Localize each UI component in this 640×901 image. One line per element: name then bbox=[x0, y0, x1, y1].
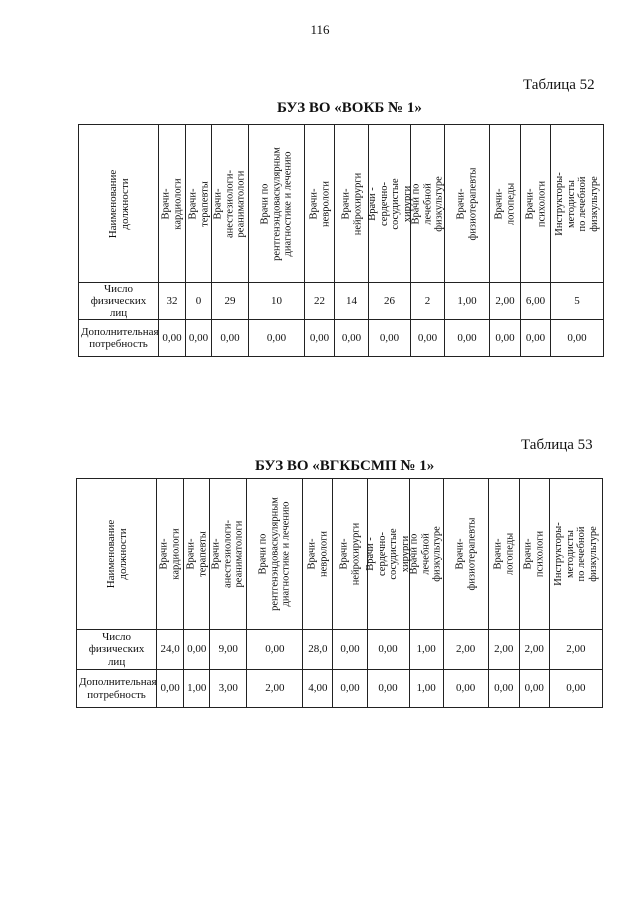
column-header bbox=[409, 479, 443, 630]
column-header bbox=[366, 125, 413, 283]
value-cell: 0,00 bbox=[490, 320, 521, 357]
column-header-text: Врачи-анестезиологи- реаниматологи bbox=[212, 169, 247, 238]
value-cell: 26 bbox=[369, 283, 411, 320]
header-row bbox=[77, 479, 603, 630]
value-cell: 0,00 bbox=[333, 630, 367, 670]
table-row bbox=[77, 670, 603, 708]
column-header bbox=[490, 125, 521, 283]
column-header-text: Врачи по рентгенэндоваскулярным диагностике и лечению bbox=[259, 146, 294, 261]
value-cell: 0,00 bbox=[367, 630, 409, 670]
value-cell: 0,00 bbox=[551, 320, 604, 357]
column-header bbox=[333, 479, 367, 630]
column-header-text: Врачи-анестезиологи- реаниматологи bbox=[210, 519, 246, 589]
value-cell: 0,00 bbox=[367, 670, 409, 708]
value-cell: 4,00 bbox=[303, 670, 333, 708]
value-cell: 9,00 bbox=[210, 630, 247, 670]
header-row bbox=[79, 125, 604, 283]
value-cell: 1,00 bbox=[409, 630, 443, 670]
value-cell: 2 bbox=[411, 283, 445, 320]
value-cell: 3,00 bbox=[210, 670, 247, 708]
table-52-title: БУЗ ВО «ВОКБ № 1» bbox=[277, 100, 422, 116]
header-name-text: Наименование должности bbox=[106, 169, 131, 238]
row-label: Число физических лиц bbox=[79, 283, 159, 320]
value-cell: 0,00 bbox=[443, 670, 488, 708]
column-header-text: Инструкторы-методисты по лечебной физкультуре bbox=[552, 522, 599, 586]
row-label: Число физических лиц bbox=[77, 630, 157, 670]
value-cell: 14 bbox=[335, 283, 369, 320]
value-cell: 2,00 bbox=[549, 630, 602, 670]
value-cell: 0,00 bbox=[184, 630, 210, 670]
header-cell-name bbox=[77, 479, 157, 630]
column-header-text: Врачи-психологи bbox=[522, 530, 546, 578]
value-cell: 0,00 bbox=[521, 320, 551, 357]
value-cell: 0,00 bbox=[369, 320, 411, 357]
column-header bbox=[488, 479, 519, 630]
table-52 bbox=[78, 124, 604, 357]
column-header bbox=[159, 125, 186, 283]
value-cell: 0,00 bbox=[488, 670, 519, 708]
row-label: Дополнительная потребность bbox=[79, 320, 159, 357]
value-cell: 0,00 bbox=[157, 670, 184, 708]
column-header-text: Врачи-терапевты bbox=[186, 180, 210, 227]
table-53 bbox=[76, 478, 603, 708]
column-header bbox=[335, 125, 369, 283]
value-cell: 1,00 bbox=[184, 670, 210, 708]
table-52-label: Таблица 52 bbox=[523, 77, 595, 93]
column-header bbox=[549, 479, 602, 630]
column-header-text: Врачи-неврологи bbox=[307, 180, 331, 227]
column-header-text: Врачи-логопеды bbox=[493, 182, 516, 225]
column-header-text: Врачи по лечебной физкультуре bbox=[410, 175, 445, 232]
value-cell: 32 bbox=[159, 283, 186, 320]
value-cell: 0,00 bbox=[305, 320, 335, 357]
column-header-text: Врачи-физиотерапевты bbox=[455, 167, 478, 240]
column-header bbox=[519, 479, 549, 630]
column-header bbox=[443, 479, 488, 630]
value-cell: 10 bbox=[249, 283, 305, 320]
table-row bbox=[79, 320, 604, 357]
page-number: 116 bbox=[310, 22, 330, 37]
column-header bbox=[551, 125, 604, 283]
column-header bbox=[303, 479, 333, 630]
column-header-text: Врачи по рентгенэндоваскулярным диагностике и лечению bbox=[257, 497, 292, 611]
value-cell: 0,00 bbox=[186, 320, 212, 357]
value-cell: 1,00 bbox=[409, 670, 443, 708]
table-row bbox=[77, 630, 603, 670]
value-cell: 5 bbox=[551, 283, 604, 320]
column-header-text: Врачи-терапевты bbox=[185, 531, 208, 577]
column-header-text: Врачи - сердечно- сосудистые хирурги bbox=[366, 177, 413, 230]
table-53-title: БУЗ ВО «ВГКБСМП № 1» bbox=[255, 458, 435, 474]
header-name-text: Наименование должности bbox=[104, 519, 129, 589]
value-cell: 0,00 bbox=[411, 320, 445, 357]
column-header bbox=[212, 125, 249, 283]
column-header-text: Врачи - сердечно- сосудистые хирурги bbox=[364, 528, 411, 580]
value-cell: 0,00 bbox=[549, 670, 602, 708]
column-header bbox=[247, 479, 303, 630]
column-header bbox=[411, 125, 445, 283]
column-header-text: Инструкторы-методисты по лечебной физкультуре bbox=[553, 171, 600, 236]
value-cell: 0,00 bbox=[247, 630, 303, 670]
value-cell: 2,00 bbox=[488, 630, 519, 670]
value-cell: 0,00 bbox=[333, 670, 367, 708]
column-header-text: Врачи-кардиологи bbox=[158, 528, 182, 580]
column-header-text: Врачи-нейрохирурги bbox=[338, 522, 361, 586]
value-cell: 0,00 bbox=[445, 320, 490, 357]
column-header-text: Врачи по лечебной физкультуре bbox=[408, 526, 443, 582]
column-header bbox=[521, 125, 551, 283]
column-header-text: Врачи-нейрохирурги bbox=[339, 172, 363, 235]
value-cell: 24,0 bbox=[157, 630, 184, 670]
value-cell: 1,00 bbox=[445, 283, 490, 320]
column-header bbox=[210, 479, 247, 630]
column-header-text: Врачи-логопеды bbox=[492, 532, 515, 576]
value-cell: 0,00 bbox=[519, 670, 549, 708]
value-cell: 0,00 bbox=[159, 320, 186, 357]
value-cell: 0,00 bbox=[249, 320, 305, 357]
value-cell: 2,00 bbox=[490, 283, 521, 320]
column-header bbox=[186, 125, 212, 283]
header-cell-name bbox=[79, 125, 159, 283]
table-row bbox=[79, 283, 604, 320]
table-53-label: Таблица 53 bbox=[521, 437, 593, 453]
column-header bbox=[364, 479, 411, 630]
column-header bbox=[305, 125, 335, 283]
column-header-text: Врачи-психологи bbox=[523, 180, 547, 227]
value-cell: 2,00 bbox=[519, 630, 549, 670]
column-header bbox=[445, 125, 490, 283]
column-header bbox=[157, 479, 184, 630]
row-label: Дополнительная потребность bbox=[77, 670, 157, 708]
column-header-text: Врачи-неврологи bbox=[306, 530, 329, 578]
value-cell: 0,00 bbox=[335, 320, 369, 357]
value-cell: 6,00 bbox=[521, 283, 551, 320]
value-cell: 2,00 bbox=[247, 670, 303, 708]
value-cell: 28,0 bbox=[303, 630, 333, 670]
value-cell: 0,00 bbox=[212, 320, 249, 357]
value-cell: 2,00 bbox=[443, 630, 488, 670]
column-header-text: Врачи-кардиологи bbox=[160, 177, 183, 230]
column-header bbox=[249, 125, 305, 283]
column-header bbox=[184, 479, 210, 630]
column-header-text: Врачи-физиотерапевты bbox=[454, 517, 477, 591]
value-cell: 0 bbox=[186, 283, 212, 320]
value-cell: 29 bbox=[212, 283, 249, 320]
value-cell: 22 bbox=[305, 283, 335, 320]
